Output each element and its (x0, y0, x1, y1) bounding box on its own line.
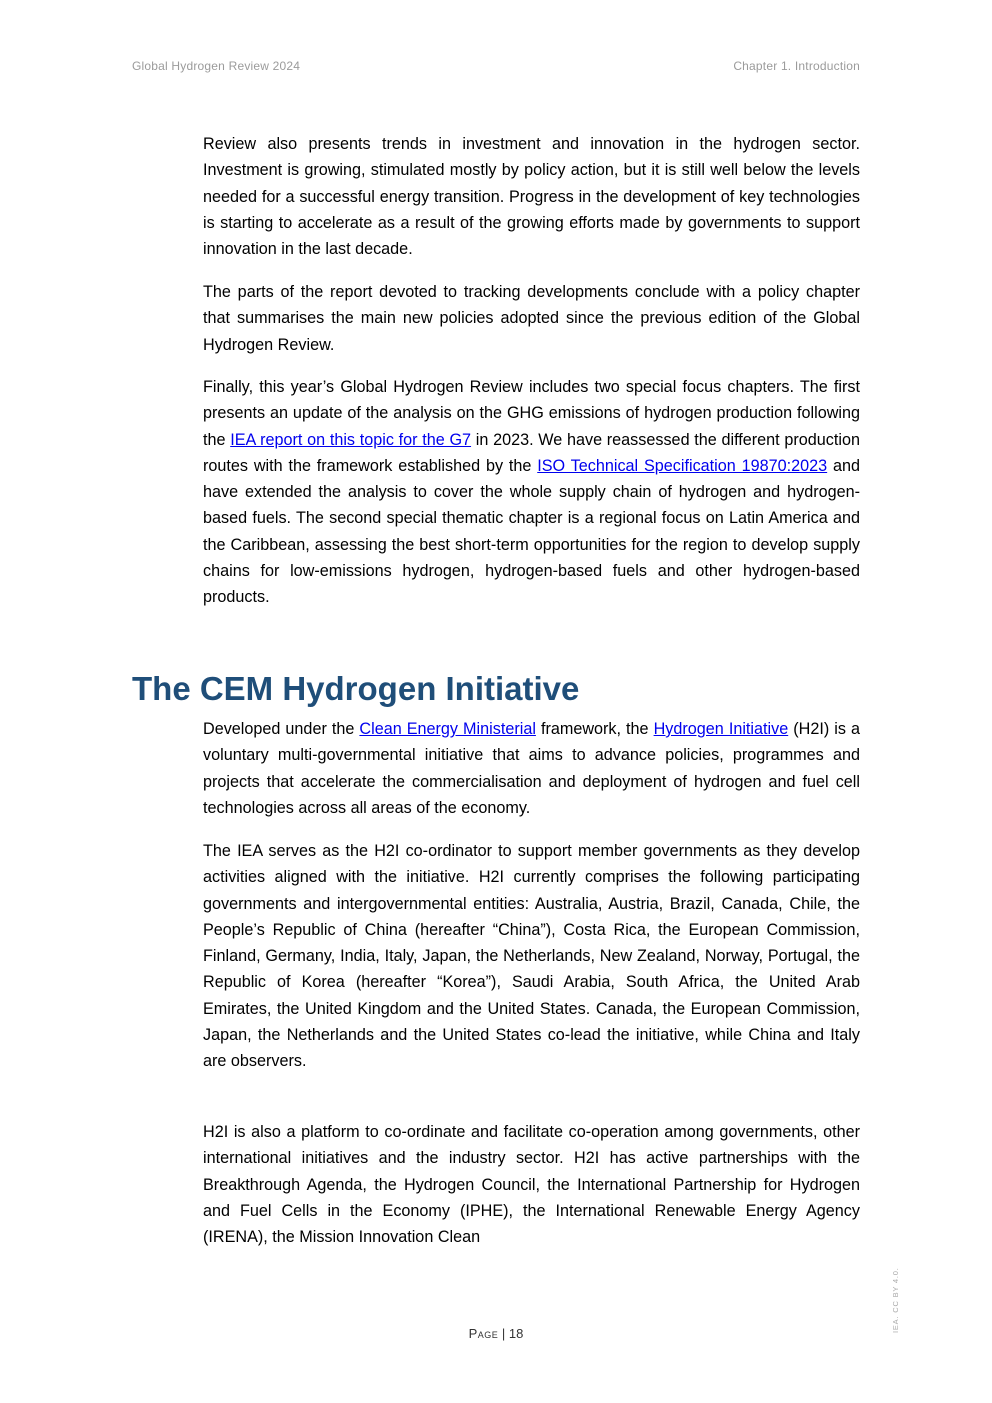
paragraph-text: The IEA serves as the H2I co-ordinator to support member governments as they develop activities aligned with the initiative. H2I currently comprises the following participating governments and intergovernmental entities: Australia, Austria, Brazil, Canada, Chile, the People’s Republic of China (hereafter “China”), Costa Rica, the European Commission, Finland, Germany, India, Italy, Japan, the Netherlands, New Zealand, Norway, Portugal, the Republic of Korea (hereafter “Korea”), Saudi Arabia, South Africa, the United Arab Emirates, the United Kingdom and the United States. Canada, the European Commission, Japan, the Netherlands and the United States co-lead the initiative, while China and Italy are observers. (203, 842, 860, 1071)
paragraph-text: Review also presents trends in investment and innovation in the hydrogen sector. Investment is growing, stimulated mostly by policy action, but it is still well below the levels needed for a successful energy transition. Progress in the development of key technologies is starting to accelerate as a result of the growing efforts made by governments to support innovation in the last decade. (203, 135, 860, 259)
license-credit: IEA. CC BY 4.0. (891, 1267, 900, 1333)
running-header-chapter: Chapter 1. Introduction (733, 59, 860, 73)
text-run: and have extended the analysis to cover the whole supply chain of hydrogen and hydrogen-based fuels. The second special thematic chapter is a regional focus on Latin America and the Caribbean, assessing the best short-term opportunities for the region to develop supply chains for low-emissions hydrogen, hydrogen-based fuels and other hydrogen-based products. (203, 456, 861, 607)
page-label: Page (468, 1326, 499, 1341)
hydrogen-initiative-link[interactable]: Hydrogen Initiative (653, 720, 789, 738)
paragraph-h2i-members (203, 838, 860, 1075)
paragraph-text (203, 374, 860, 611)
paragraph-policy-chapter (203, 279, 860, 358)
page-separator: | (498, 1326, 509, 1341)
paragraph-review-trends (203, 131, 860, 262)
section-heading: The CEM Hydrogen Initiative (132, 670, 580, 707)
text-run: in 2023. We have reassessed the different production routes with the framework established by the (203, 430, 860, 475)
text-run: framework, the (535, 720, 654, 738)
paragraph-text (203, 716, 860, 821)
paragraph-text: H2I is also a platform to co-ordinate and facilitate co-operation among governments, other international initiatives and the industry sector. H2I has active partnerships with the Breakthrough Agenda, the Hydrogen Council, the International Partnership for Hydrogen and Fuel Cells in the Economy (IPHE), the International Renewable Energy Agency (IRENA), the Mission Innovation Clean (203, 1123, 860, 1247)
text-run: Developed under the (203, 720, 360, 738)
iso-specification-link[interactable]: ISO Technical Specification 19870:2023 (537, 456, 828, 475)
text-run: (H2I) is a voluntary multi-governmental initiative that aims to advance policies, programmes and projects that accelerate the commercialisation and deployment of hydrogen and fuel cell technologies across all areas of the economy. (203, 720, 860, 817)
page-number-value: 18 (508, 1326, 524, 1341)
clean-energy-ministerial-link[interactable]: Clean Energy Ministerial (359, 720, 536, 738)
paragraph-text: The parts of the report devoted to tracking developments conclude with a policy chapter that summarises the main new policies adopted since the previous edition of the Global Hydrogen Review. (203, 283, 860, 354)
text-run: Finally, this year’s Global Hydrogen Review includes two special focus chapters. The first presents an update of the analysis on the GHG emissions of hydrogen production following the (203, 378, 860, 449)
paragraph-h2i-intro (203, 716, 860, 821)
page-number (0, 1326, 992, 1341)
running-header-title: Global Hydrogen Review 2024 (132, 59, 301, 73)
iea-g7-report-link[interactable]: IEA report on this topic for the G7 (230, 430, 472, 449)
paragraph-special-focus (203, 374, 860, 611)
paragraph-h2i-partnerships (203, 1119, 860, 1250)
